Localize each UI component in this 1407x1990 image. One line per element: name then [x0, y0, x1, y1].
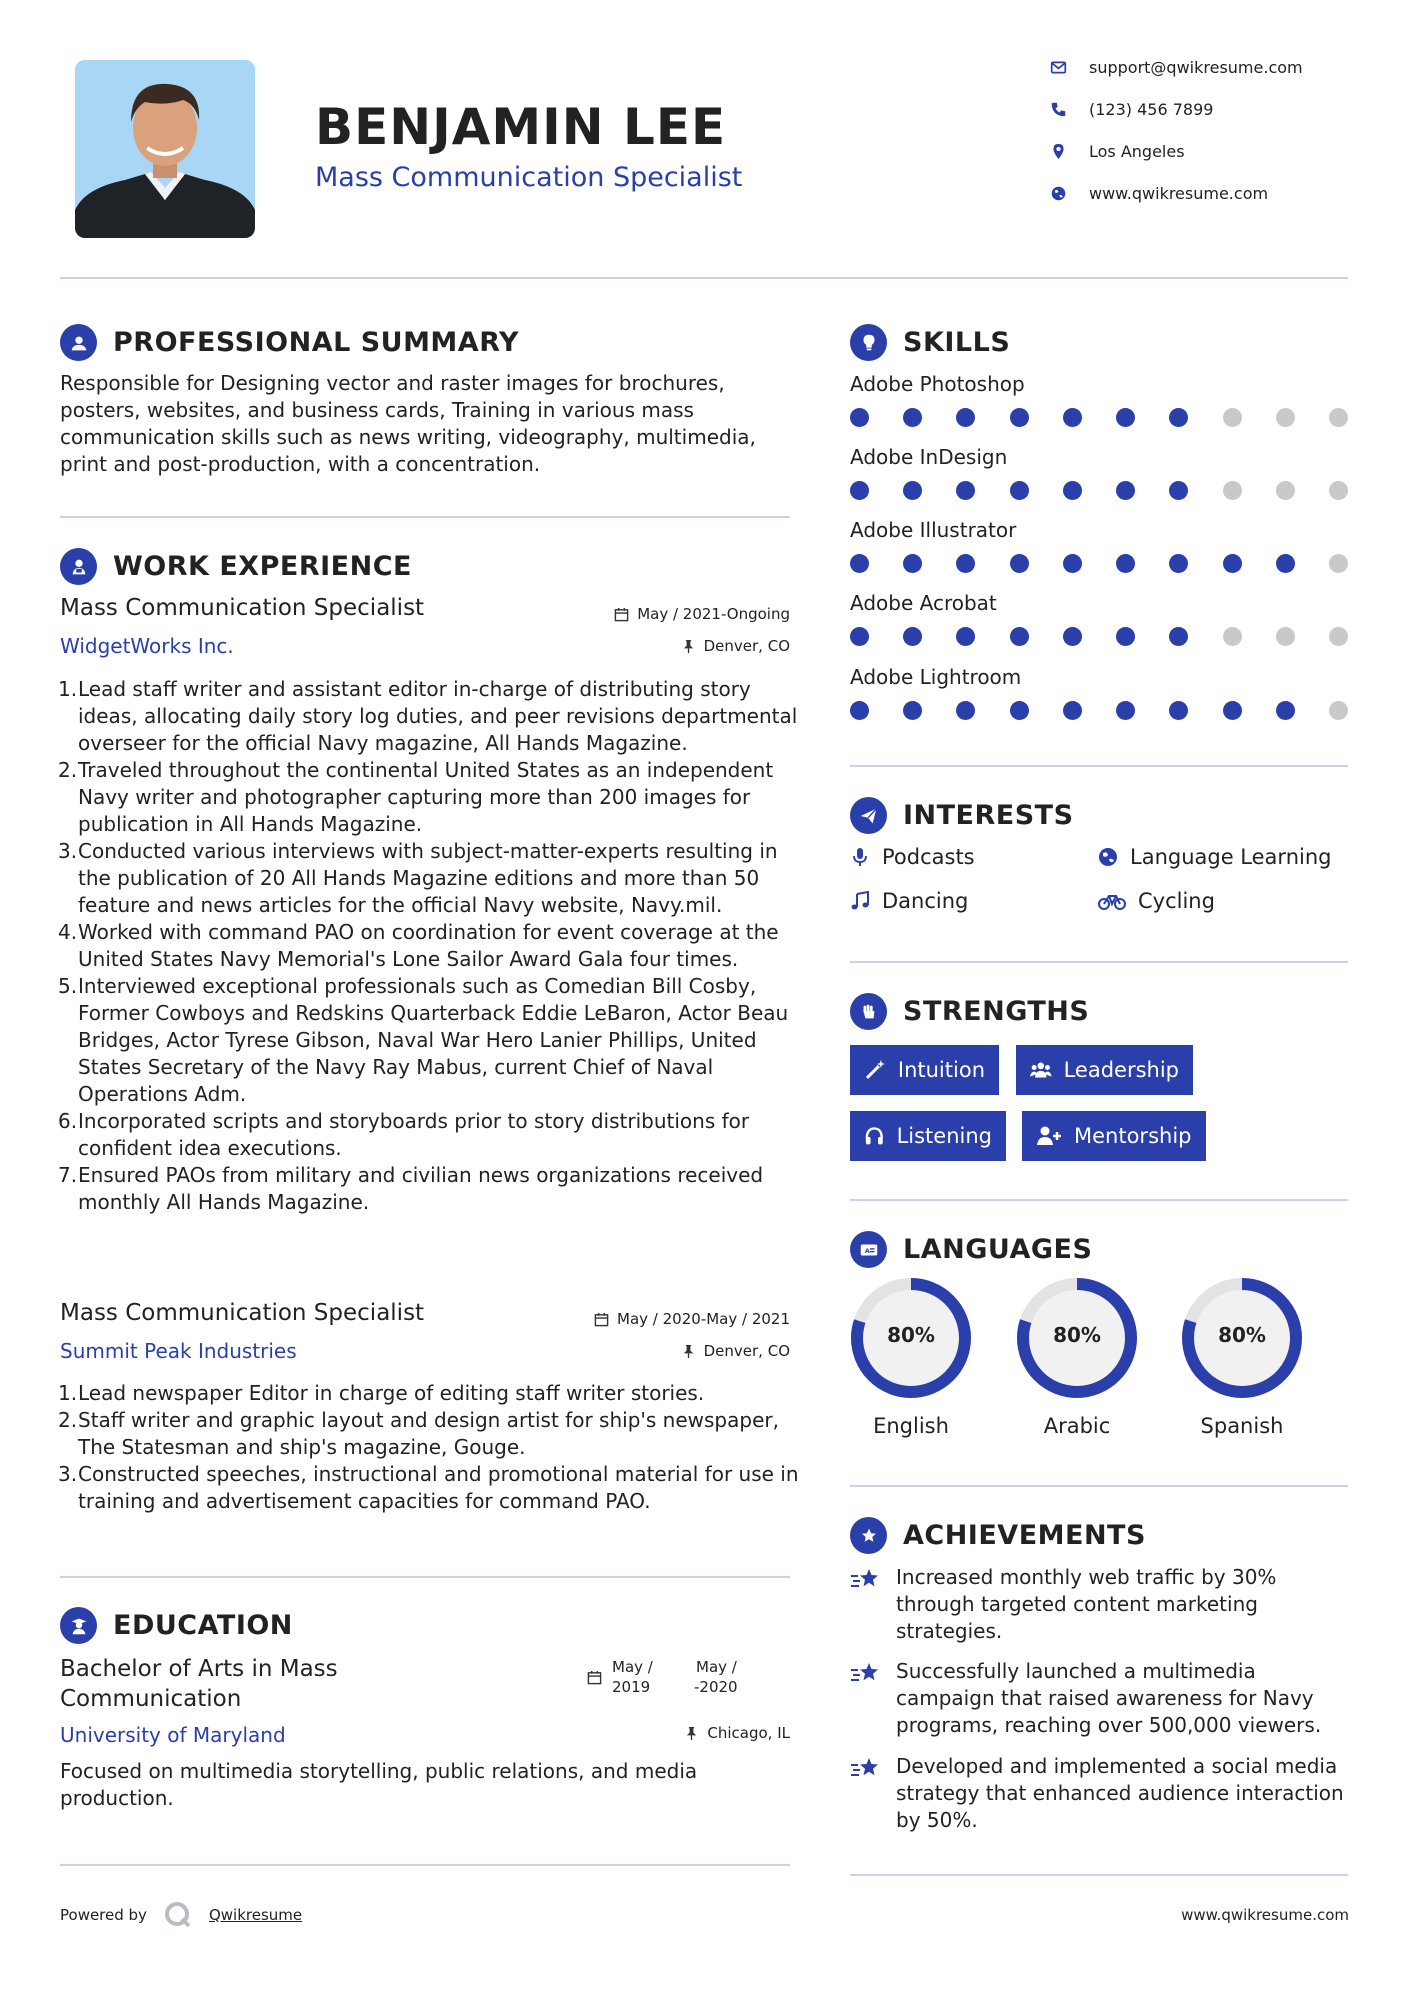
job-date-text: May / 2021-Ongoing: [637, 605, 790, 623]
skill-dot-empty: [1223, 627, 1242, 646]
skill-dot-empty: [1276, 481, 1295, 500]
interests-heading: [850, 797, 1074, 834]
skill-dot-filled: [1010, 627, 1029, 646]
skill-dot-filled: [1276, 554, 1295, 573]
strength-tag-listening: [850, 1111, 1006, 1161]
education-date: [587, 1657, 738, 1697]
skill-rating: [850, 554, 1348, 574]
achievement-text: Developed and implemented a social media strategy that enhanced audience interaction by 50%.: [896, 1754, 1344, 1832]
list-item: 2. Traveled throughout the continental United States as an independent Navy writer and photographer capturing more than 200 images for publication in All Hands Magazine.: [58, 758, 774, 836]
envelope-icon: [1050, 59, 1067, 76]
education-location: [684, 1724, 790, 1742]
interest-label: Podcasts: [882, 845, 975, 869]
interest-item: [850, 845, 975, 869]
interest-item: [1098, 889, 1215, 913]
skill-dot-filled: [1010, 481, 1029, 500]
contact-location: [1050, 142, 1185, 161]
skill-dot-filled: [850, 408, 869, 427]
skill-name: Adobe Photoshop: [850, 372, 1025, 396]
interests-title: INTERESTS: [903, 800, 1074, 831]
skill-name: Adobe Lightroom: [850, 665, 1022, 689]
skill-dot-filled: [1276, 701, 1295, 720]
svg-text:A: A: [864, 1246, 870, 1255]
skill-dot-filled: [1169, 627, 1188, 646]
language-card-icon: [850, 1231, 887, 1268]
achievement-item: [850, 1564, 1350, 1645]
experience-heading: [60, 548, 412, 585]
languages-divider: [850, 1485, 1348, 1487]
skill-dot-empty: [1329, 408, 1348, 427]
user-circle-icon: [60, 324, 97, 361]
skill-dot-filled: [903, 554, 922, 573]
calendar-icon: [587, 1670, 602, 1685]
job-date: [594, 1310, 790, 1328]
pushpin-icon: [681, 1344, 696, 1359]
candidate-title: Mass Communication Specialist: [315, 162, 743, 193]
skill-dot-empty: [1329, 627, 1348, 646]
user-plus-icon: [1036, 1125, 1062, 1147]
achievement-text: Successfully launched a multimedia campaign that raised awareness for Navy programs, reaching over 500,000 viewers.: [896, 1659, 1322, 1737]
skill-dot-filled: [1116, 408, 1135, 427]
languages-heading: [850, 1231, 1092, 1268]
skill-dot-filled: [956, 701, 975, 720]
skill-dot-filled: [850, 701, 869, 720]
education-description: Focused on multimedia storytelling, public relations, and media production.: [60, 1759, 698, 1810]
education-divider: [60, 1864, 790, 1866]
job-company: WidgetWorks Inc.: [60, 634, 234, 658]
strength-tag-intuition: [850, 1045, 999, 1095]
globe-icon: [1098, 847, 1118, 867]
language-ring: [1016, 1277, 1138, 1399]
skill-dot-filled: [1063, 701, 1082, 720]
skill-dot-empty: [1276, 627, 1295, 646]
list-item: 7. Ensured PAOs from military and civilian news organizations received monthly All Hands Magazine.: [58, 1163, 764, 1214]
skill-dot-filled: [956, 408, 975, 427]
briefcase-user-icon: [60, 548, 97, 585]
school-name: University of Maryland: [60, 1723, 286, 1747]
skill-name: Adobe Acrobat: [850, 591, 997, 615]
list-item: 1. Lead newspaper Editor in charge of editing staff writer stories.: [58, 1381, 705, 1405]
skill-dot-filled: [1169, 481, 1188, 500]
interest-item: [850, 889, 968, 913]
qwikresume-link[interactable]: Qwikresume: [208, 1906, 303, 1924]
list-item: 1. Lead staff writer and assistant editor in-charge of distributing story ideas, allocating daily story log duties, and peer revisions departmental overseer for the official Navy magazine, All Hands Magazine.: [58, 677, 798, 755]
degree: [60, 1654, 338, 1714]
strength-label: Listening: [896, 1124, 992, 1148]
skill-dot-filled: [1010, 554, 1029, 573]
pushpin-icon: [684, 1726, 699, 1741]
interest-item: [1098, 845, 1331, 869]
skill-dot-filled: [1169, 408, 1188, 427]
skill-dot-filled: [1223, 554, 1242, 573]
skill-name: Adobe InDesign: [850, 445, 1008, 469]
interest-label: Dancing: [882, 889, 969, 913]
job-duties-list: [60, 676, 800, 1216]
microphone-icon: [850, 847, 870, 867]
skill-dot-filled: [1063, 408, 1082, 427]
summary-text: Responsible for Designing vector and raster images for brochures, posters, websites, and business cards, Training in various mass communication skills such as news writing, videography, multimedia, print and post-production, with a concentration.: [60, 371, 756, 476]
avatar: [75, 60, 255, 238]
pushpin-icon: [681, 639, 696, 654]
skill-rating: [850, 627, 1348, 647]
magic-wand-icon: [864, 1059, 886, 1081]
strengths-heading: [850, 993, 1089, 1030]
profile-photo: [75, 60, 255, 238]
skill-dot-empty: [1223, 481, 1242, 500]
strength-label: Mentorship: [1074, 1124, 1192, 1148]
strength-tag-leadership: [1016, 1045, 1193, 1095]
achievement-text: Increased monthly web traffic by 30% through targeted content marketing strategies.: [896, 1565, 1277, 1643]
contact-website-text: www.qwikresume.com: [1089, 184, 1269, 203]
bicycle-icon: [1098, 891, 1126, 911]
summary-divider: [60, 516, 790, 518]
skill-dot-filled: [1169, 701, 1188, 720]
raised-fist-icon: [850, 993, 887, 1030]
job-location-text: Denver, CO: [703, 637, 790, 655]
contact-location-text: Los Angeles: [1089, 142, 1185, 161]
contact-phone[interactable]: [1050, 100, 1213, 119]
shooting-star-icon: [850, 1566, 882, 1594]
skill-dot-empty: [1329, 701, 1348, 720]
languages-title: LANGUAGES: [903, 1234, 1093, 1265]
list-item: 6. Incorporated scripts and storyboards prior to story distributions for confident idea executions.: [58, 1109, 750, 1160]
job-role: Mass Communication Specialist: [60, 595, 425, 621]
skill-dot-filled: [1223, 701, 1242, 720]
skill-dot-empty: [1276, 408, 1295, 427]
achievements-title: ACHIEVEMENTS: [903, 1520, 1146, 1551]
skill-dot-filled: [903, 408, 922, 427]
job-role: Mass Communication Specialist: [60, 1300, 425, 1326]
experience-divider: [60, 1576, 790, 1578]
education-start: May / 2019: [612, 1658, 653, 1696]
skill-dot-filled: [1010, 701, 1029, 720]
list-item: 4. Worked with command PAO on coordination for event coverage at the United States Navy Memorial's Lone Sailor Award Gala four times.: [58, 920, 779, 971]
language-percent: 80%: [887, 1323, 935, 1347]
contact-phone-text: (123) 456 7899: [1089, 100, 1214, 119]
skills-divider: [850, 765, 1348, 767]
education-heading: [60, 1607, 293, 1644]
skill-dot-filled: [1063, 627, 1082, 646]
phone-icon: [1050, 101, 1067, 118]
interests-divider: [850, 961, 1348, 963]
footer-powered-by: [60, 1900, 302, 1930]
users-icon: [1030, 1059, 1052, 1081]
skill-rating: [850, 481, 1348, 501]
skill-dot-filled: [956, 481, 975, 500]
education-end: May / -2020: [694, 1658, 738, 1696]
skill-rating: [850, 408, 1348, 428]
experience-title: WORK EXPERIENCE: [113, 551, 412, 582]
language-ring: [850, 1277, 972, 1399]
education-location-text: Chicago, IL: [707, 1724, 790, 1742]
job-location-text: Denver, CO: [703, 1342, 790, 1360]
job-company: Summit Peak Industries: [60, 1339, 297, 1363]
globe-icon: [1050, 185, 1067, 202]
job-date-text: May / 2020-May / 2021: [617, 1310, 790, 1328]
language-name: English: [873, 1414, 949, 1438]
calendar-icon: [594, 1312, 609, 1327]
skills-title: SKILLS: [903, 327, 1011, 358]
job-location: [681, 637, 790, 655]
lightbulb-icon: [850, 324, 887, 361]
summary-title: PROFESSIONAL SUMMARY: [113, 327, 520, 358]
language-name: Arabic: [1043, 1414, 1111, 1438]
shooting-star-icon: [850, 1755, 882, 1783]
job-location: [681, 1342, 790, 1360]
powered-by-label: Powered by: [60, 1906, 147, 1924]
skill-dot-filled: [956, 627, 975, 646]
interest-label: Cycling: [1138, 889, 1215, 913]
location-pin-icon: [1050, 143, 1067, 160]
skill-dot-filled: [903, 701, 922, 720]
skill-dot-filled: [850, 627, 869, 646]
star-badge-icon: [850, 1517, 887, 1554]
strength-label: Intuition: [897, 1058, 985, 1082]
achievement-item: [850, 1753, 1350, 1834]
skill-dot-filled: [850, 554, 869, 573]
strength-tag-mentorship: [1022, 1111, 1206, 1161]
qwikresume-logo-icon: [163, 1900, 193, 1930]
list-item: 3. Conducted various interviews with subject-matter-experts resulting in the publication of 20 All Hands Magazine editions and more than 50 feature and news articles for the official Navy website, Navy.mil.: [58, 839, 778, 917]
education-title: EDUCATION: [113, 1610, 293, 1641]
skill-dot-filled: [850, 481, 869, 500]
job-date: [614, 605, 790, 623]
footer-website[interactable]: www.qwikresume.com: [1181, 1906, 1349, 1924]
header-divider: [60, 277, 1348, 279]
music-note-icon: [850, 891, 870, 911]
skill-dot-empty: [1329, 481, 1348, 500]
skill-name: Adobe Illustrator: [850, 518, 1017, 542]
headphones-icon: [864, 1125, 885, 1147]
skill-dot-filled: [1010, 408, 1029, 427]
skill-dot-filled: [1116, 701, 1135, 720]
skill-dot-empty: [1223, 408, 1242, 427]
list-item: 5. Interviewed exceptional professionals such as Comedian Bill Cosby, Former Cowboys and Redskins Quarterback Eddie LeBaron, Actor Beau Bridges, Actor Tyrese Gibson, Naval War Hero Lanier Phillips, United States Secretary of the Navy Ray Mabus, current Chief of Naval Operations Adm.: [58, 974, 789, 1106]
summary-heading: [60, 324, 519, 361]
skill-dot-filled: [903, 481, 922, 500]
skills-heading: [850, 324, 1010, 361]
contact-email[interactable]: [1050, 58, 1303, 77]
job-duties-list: [60, 1380, 800, 1515]
degree-line: Communication: [60, 1686, 242, 1712]
language-name: Spanish: [1200, 1414, 1284, 1438]
calendar-icon: [614, 607, 629, 622]
list-item: 2. Staff writer and graphic layout and design artist for ship's newspaper, The Statesman and ship's magazine, Gouge.: [58, 1408, 779, 1459]
skill-dot-filled: [903, 627, 922, 646]
graduate-icon: [60, 1607, 97, 1644]
paper-plane-icon: [850, 797, 887, 834]
skill-dot-empty: [1329, 554, 1348, 573]
achievements-divider: [850, 1874, 1348, 1876]
contact-website[interactable]: [1050, 184, 1268, 203]
degree-line: Bachelor of Arts in Mass: [60, 1656, 338, 1682]
skill-dot-filled: [1063, 481, 1082, 500]
achievement-item: [850, 1658, 1350, 1739]
strengths-divider: [850, 1199, 1348, 1201]
skill-dot-filled: [1116, 554, 1135, 573]
shooting-star-icon: [850, 1660, 882, 1688]
interest-label: Language Learning: [1130, 845, 1332, 869]
strengths-title: STRENGTHS: [903, 996, 1090, 1027]
strength-label: Leadership: [1063, 1058, 1179, 1082]
skill-rating: [850, 701, 1348, 721]
language-percent: 80%: [1218, 1323, 1266, 1347]
language-percent: 80%: [1053, 1323, 1101, 1347]
skill-dot-filled: [1063, 554, 1082, 573]
language-ring: [1181, 1277, 1303, 1399]
skill-dot-filled: [1116, 627, 1135, 646]
candidate-name: BENJAMIN LEE: [315, 98, 727, 156]
list-item: 3. Constructed speeches, instructional and promotional material for use in training and advertisement capacities for command PAO.: [58, 1462, 799, 1513]
contact-email-text: support@qwikresume.com: [1089, 58, 1303, 77]
achievements-heading: [850, 1517, 1146, 1554]
skill-dot-filled: [1116, 481, 1135, 500]
skill-dot-filled: [956, 554, 975, 573]
skill-dot-filled: [1169, 554, 1188, 573]
